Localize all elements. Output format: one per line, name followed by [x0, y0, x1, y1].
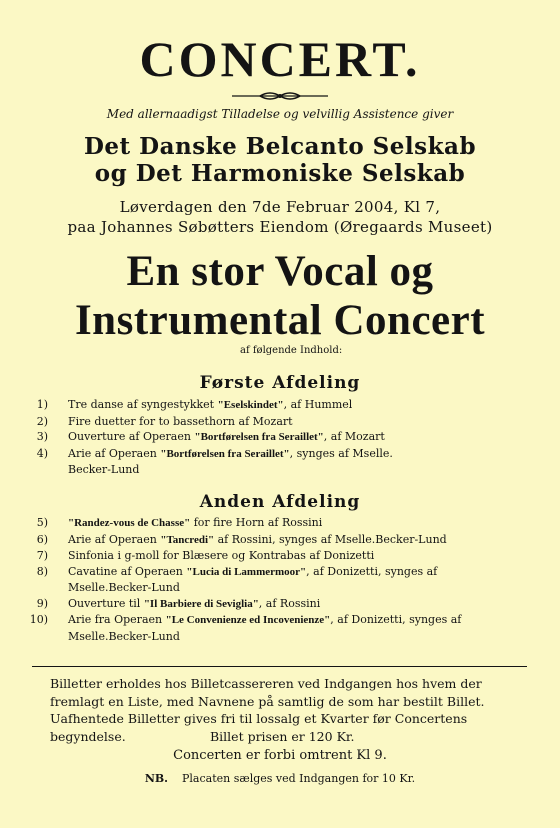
item-continuation: Becker-Lund [68, 463, 140, 476]
item-work-title: "Tancredi" [160, 533, 215, 546]
item-number: 9) [36, 596, 48, 610]
headline-line-2: Instrumental Concert [74, 297, 486, 344]
item-text: Arie fra Operaen [68, 613, 166, 626]
item-text: , af Hummel [283, 398, 353, 411]
program-item [28, 564, 528, 596]
item-number: 5) [36, 516, 48, 529]
item-text: Arie af Operaen [68, 446, 161, 460]
program-list-1 [28, 397, 528, 478]
item-number: 7) [36, 549, 48, 562]
divider-rule [32, 666, 527, 667]
item-work-title: "Lucia di Lammermoor" [186, 565, 307, 578]
nb-note [0, 772, 560, 785]
item-text: for fire Horn af Rossini [190, 516, 323, 529]
item-number: 10) [29, 613, 48, 626]
item-text: Sinfonia i g-moll for Blæsere og Kontrabas af Donizetti [68, 549, 375, 562]
section-heading-2: Anden Afdeling [199, 492, 361, 512]
item-work-title: "Bortførelsen fra Seraillet" [194, 431, 324, 443]
item-text: , af Rossini [258, 596, 321, 610]
program-item [28, 596, 528, 613]
item-text: , af Donizetti, synges af [306, 564, 438, 578]
program-list-2 [28, 515, 528, 644]
ticket-line: Uafhentede Billetter gives fri til lossalg et Kvarter før Concertens [50, 711, 468, 726]
item-text: Tre danse af syngestykket [68, 398, 218, 411]
program-item [28, 446, 528, 478]
contents-label: af følgende Indhold: [240, 345, 343, 356]
item-work-title: "Bortførelsen fra Seraillet" [160, 447, 290, 460]
ticket-last-left: begyndelse. [50, 728, 126, 744]
concert-end-time: Concerten er forbi omtrent Kl 9. [173, 748, 387, 763]
ticket-line: Billetter erholdes hos Billetcassereren ved Indgangen hos hvem der [50, 676, 482, 691]
society-line-1: Det Danske Belcanto Selskab [83, 133, 477, 160]
item-work-title: "Le Convenienze ed Incovenienze" [165, 614, 331, 626]
intro-text: Med allernaadigst Tilladelse og velvillig Assistence giver [106, 107, 454, 121]
item-work-title: "Il Barbiere di Seviglia" [143, 597, 259, 610]
section-heading-1: Første Afdeling [199, 373, 361, 393]
program-item [28, 414, 528, 430]
society-line-2: og Det Harmoniske Selskab [94, 160, 466, 187]
program-item [28, 532, 528, 549]
item-work-title: "Eselskindet" [217, 399, 284, 411]
item-text: Ouverture til [68, 596, 144, 610]
program-item [28, 397, 528, 414]
item-text: , af Donizetti, synges af [330, 613, 462, 626]
program-item [28, 612, 528, 644]
nb-label: NB. [144, 772, 168, 785]
ticket-last-line [50, 728, 530, 746]
item-work-title: "Randez-vous de Chasse" [68, 517, 191, 529]
ticket-info [50, 675, 530, 745]
item-text: Ouverture af Operaen [68, 430, 195, 443]
item-number: 2) [36, 414, 48, 428]
date-line-2: paa Johannes Søbøtters Eiendom (Øregaards Museet) [67, 218, 493, 236]
ornament-divider [230, 89, 330, 103]
item-text: af Rossini, synges af Mselle.Becker-Lund [214, 532, 447, 546]
item-text: , synges af Mselle. [289, 446, 393, 460]
ticket-line: fremlagt en Liste, med Navnene på samtlig de som har bestilt Billet. [50, 693, 485, 709]
item-continuation: Mselle.Becker-Lund [68, 581, 180, 594]
item-number: 8) [36, 564, 48, 578]
poster-title: CONCERT. [139, 31, 421, 87]
ticket-price: Billet prisen er 120 Kr. [210, 728, 355, 744]
headline-line-1: En stor Vocal og [126, 248, 434, 295]
item-number: 1) [36, 398, 48, 411]
program-item [28, 429, 528, 446]
item-text: Fire duetter for to bassethorn af Mozart [68, 414, 293, 428]
item-text: Cavatine af Operaen [68, 564, 187, 578]
item-continuation: Mselle.Becker-Lund [68, 629, 180, 643]
program-item [28, 548, 528, 564]
item-text: Arie af Operaen [68, 532, 161, 546]
item-number: 6) [36, 532, 48, 546]
date-line-1: Løverdagen den 7de Februar 2004, Kl 7, [119, 198, 441, 216]
item-number: 3) [36, 430, 48, 443]
item-number: 4) [36, 446, 48, 460]
nb-text: Placaten sælges ved Indgangen for 10 Kr. [182, 772, 416, 785]
program-item [28, 515, 528, 532]
item-text: , af Mozart [323, 430, 385, 443]
